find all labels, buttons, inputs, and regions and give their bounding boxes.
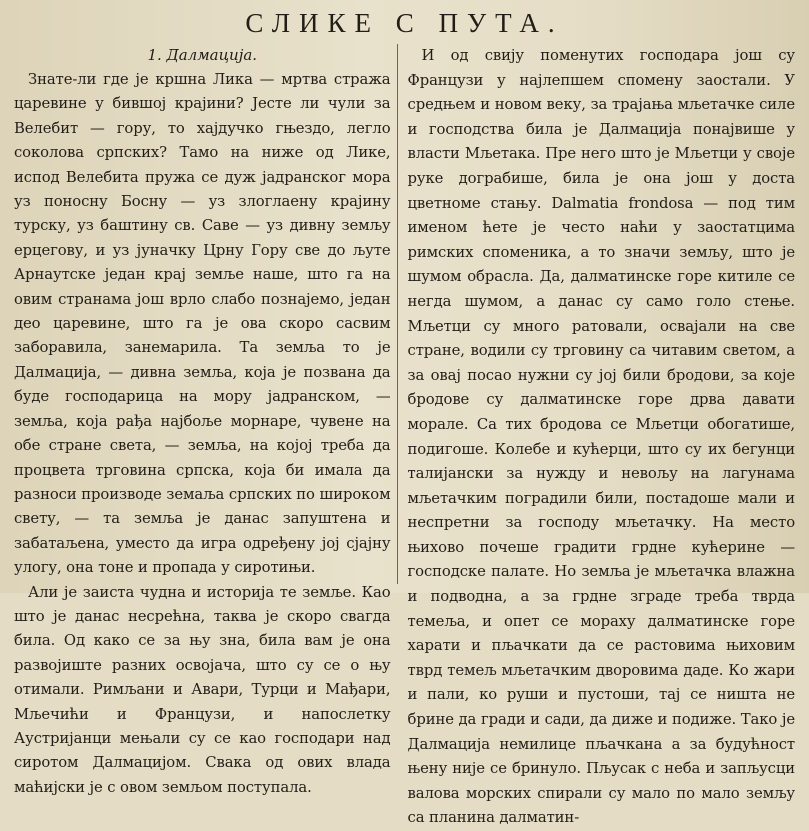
left-column	[10, 38, 397, 796]
paragraph-2: Али је заиста чудна и историја те земље. Као што је данас несрећна, таква је скоро свагда била. Од како се за њу зна, била вам је она развојиште разних освојача, што су се о њу отимали. Римљани и Авари, Турци и Мађари, Мљечићи и Французи, и напослетку Аустријанци мењали су се као господари над сиротом Далмацијом. Свака од ових влада маћијски је с овом земљом поступала.	[14, 583, 391, 796]
paragraph-1: Знате-ли где је кршна Лика — мртва стража царевине у бившој крајини? Јесте ли чули за Велебит — гору, то хајдучко гњездо, легло соколова српских? Тамо на ниже од Лике, испод Велебита пружа се дуж јадранског мора уз поносну Босну — уз злоглаену крајину турску, уз баштину св. Саве — уз дивну земљу ерцегову, и уз јуначку Црну Гору све до љуте Арнаутске један крај земље наше, што га на овим странама још врло слабо познајемо, један део царевине, што га је ова скоро сасвим заборавила, занемарила. Та земља то је Далмација, — дивна земља, која је позвана да буде господарица на мору јадранском, — земља, која рађа најбоље морнаре, чувене на обе стране света, — земља, на којој треба да процвета трговина српска, која би имала да разноси производе земаља српских по широком свету, — та земља је данас запуштена и забатаљена, уместо да игра одређену јој сјајну улогу, она тоне и пропада у сиротињи.	[14, 71, 391, 577]
paragraph-3: И од свију поменутих господара још су Французи у најлепшем спомену заостали. У средњем и новом веку, за трајања мљетачке силе и господства била је Далмација понајвише у власти Мљетака. Пре него што је Мљетци у своје руке дограбише, била је она још у доста цветноме стању. Dalmatia frondosa — под тим именом ћете је често наћи у заостатцима римских споменика, а то значи земљу, што је шумом обрасла. Да, далматинске горе китиле се негда шумом, а данас су само голо стење. Мљетци су много ратовали, освајали на све стране, водили су трговину са читавим светом, а за овај посао нужни су јој били бродови, за које бродове су далматинске горе дрва давати морале. Са тих бродова се Мљетци обогатише, подигоше. Колебе и кућерци, што су их бегунци талијански за нужду и невољу на лагунама мљетачким поградили били, постадоше мали и неспретни за господу мљетачку. На место њихово почеше градити грдне кућерине — господске палате. Но земља је мљетачка влажна и подводна, а за грдне зграде треба тврда темеља, и опет се мораху далматинске горе харати и пљачкати да се растовима њиховим тврд темељ мљетачким дворовима даде. Ко жари и пали, ко руши и пустоши, тај се ништа не брине да гради и сади, да диже и подиже. Тако је Далмација немилице пљачкана а за будућност њену није се бринуло. Пљусак с неба и запљусци валова морских спирали су мало по мало земљу са планина далматин-	[407, 47, 796, 827]
section-heading: 1. Далмација.	[147, 46, 258, 64]
columns	[10, 38, 799, 827]
page-title: СЛИКЕ С ПУТА.	[245, 8, 564, 38]
right-column	[398, 38, 800, 827]
